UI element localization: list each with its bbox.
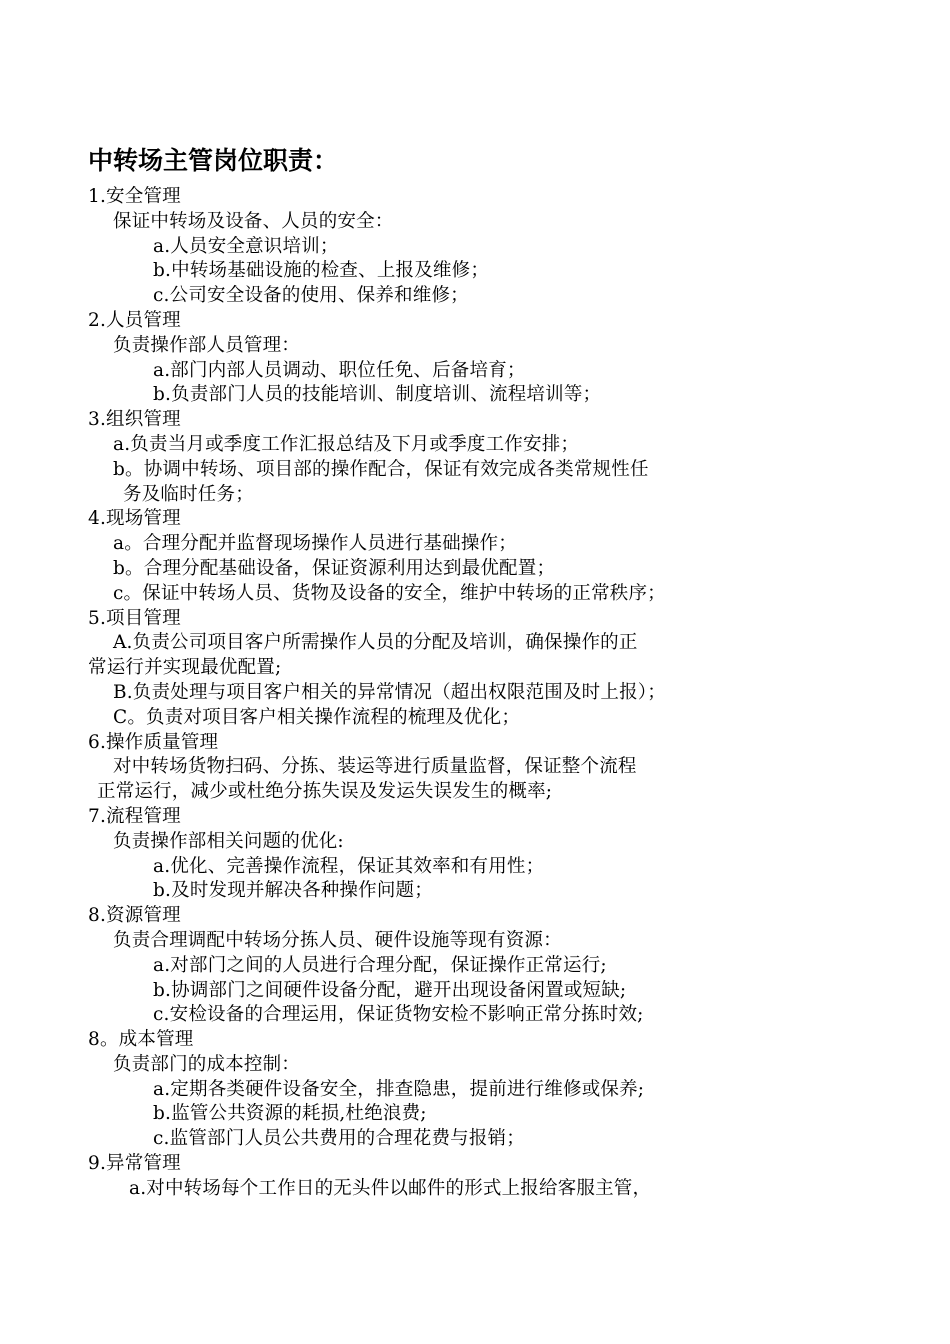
list-item: a.人员安全意识培训； — [153, 235, 339, 257]
section-heading: 7.流程管理 — [88, 805, 181, 827]
section-heading: 1.安全管理 — [88, 186, 181, 207]
section-heading: 3.组织管理 — [88, 409, 181, 431]
list-item: a.对中转场每个工作日的无头件以邮件的形式上报给客服主管， — [129, 1177, 652, 1199]
section-heading: 2.人员管理 — [88, 309, 181, 331]
section-heading: 5.项目管理 — [88, 607, 181, 629]
list-item: c.安检设备的合理运用，保证货物安检不影响正常分拣时效; — [153, 1004, 644, 1026]
list-item: 负责操作部相关问题的优化: — [113, 830, 344, 852]
section-heading: 6.操作质量管理 — [88, 731, 219, 753]
list-item: b.中转场基础设施的检查、上报及维修； — [153, 260, 490, 282]
list-item: 负责部门的成本控制： — [113, 1053, 301, 1075]
list-item: 务及临时任务； — [123, 483, 254, 505]
list-item: b.监管公共资源的耗损,杜绝浪费; — [153, 1103, 427, 1125]
list-item: a.部门内部人员调动、职位任免、后备培育； — [153, 359, 526, 381]
section-heading: 8。成本管理 — [88, 1029, 194, 1051]
list-item: a.负责当月或季度工作汇报总结及下月或季度工作安排； — [113, 433, 580, 455]
list-item: b.协调部门之间硬件设备分配，避开出现设备闲置或短缺; — [153, 979, 627, 1001]
list-item: 保证中转场及设备、人员的安全： — [113, 210, 394, 232]
list-item: 负责操作部人员管理： — [113, 334, 301, 356]
list-item: B.负责处理与项目客户相关的异常情况（超出权限范围及时上报）； — [113, 681, 666, 703]
list-item: 对中转场货物扫码、分拣、装运等进行质量监督，保证整个流程 — [113, 756, 637, 778]
section-heading: 4.现场管理 — [88, 508, 181, 530]
document-body — [0, 185, 950, 1202]
list-item: c。保证中转场人员、货物及设备的安全，维护中转场的正常秩序； — [113, 582, 666, 604]
section-heading: 常运行并实现最优配置; — [88, 657, 282, 679]
section-heading: 8.资源管理 — [88, 905, 181, 927]
list-item: a.对部门之间的人员进行合理分配，保证操作正常运行; — [153, 954, 607, 976]
list-item: b。协调中转场、项目部的操作配合，保证有效完成各类常规性任 — [113, 458, 649, 480]
list-item: a。合理分配并监督现场操作人员进行基础操作； — [113, 533, 517, 555]
document-title: 中转场主管岗位职责： — [88, 146, 339, 175]
list-item: C。负责对项目客户相关操作流程的梳理及优化； — [113, 706, 521, 728]
list-item: A.负责公司项目客户所需操作人员的分配及培训，确保操作的正 — [113, 632, 638, 654]
list-item: c.监管部门人员公共费用的合理花费与报销； — [153, 1128, 525, 1150]
list-item: b。合理分配基础设备，保证资源利用达到最优配置； — [113, 557, 556, 579]
list-item: 正常运行，减少或杜绝分拣失误及发运失误发生的概率; — [97, 781, 553, 803]
section-heading: 9.异常管理 — [88, 1153, 181, 1175]
list-item: 负责合理调配中转场分拣人员、硬件设施等现有资源： — [113, 929, 562, 951]
list-item: a.优化、完善操作流程，保证其效率和有用性； — [153, 855, 545, 877]
list-item: b.负责部门人员的技能培训、制度培训、流程培训等； — [153, 384, 602, 406]
list-item: a.定期各类硬件设备安全，排查隐患，提前进行维修或保养; — [153, 1078, 645, 1100]
list-item: b.及时发现并解决各种操作问题； — [153, 880, 433, 902]
list-item: c.公司安全设备的使用、保养和维修； — [153, 285, 469, 307]
